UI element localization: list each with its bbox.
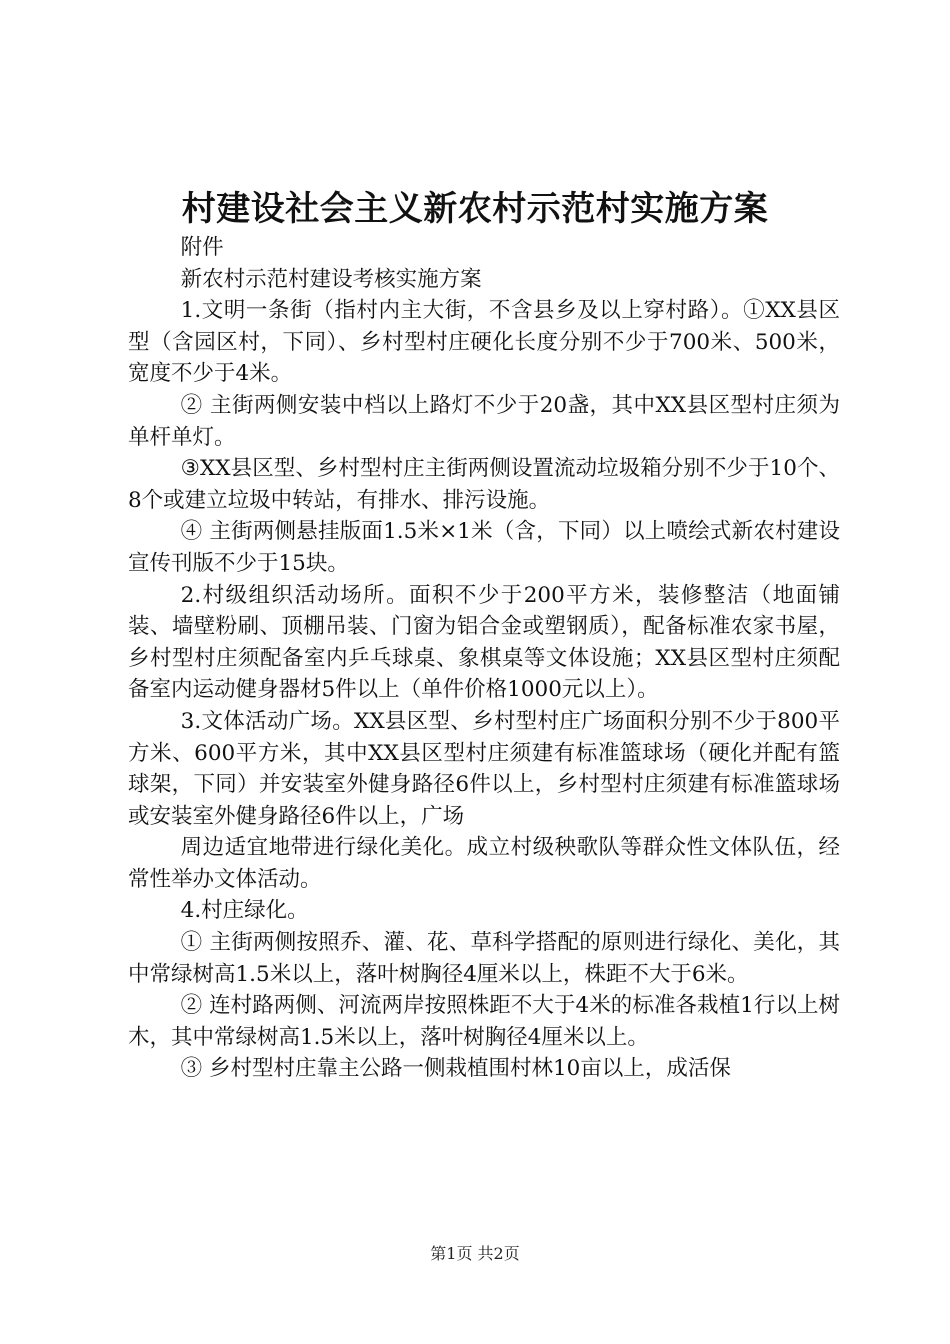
paragraph-item-2: 2.村级组织活动场所。面积不少于200平方米，装修整洁（地面铺装、墙壁粉刷、顶棚吊装、门窗为铝合金或塑钢质），配备标准农家书屋，乡村型村庄须配备室内乒乓球桌、象棋桌等文体设施；XX县区型村庄须配备室内运动健身器材5件以上（单件价格1000元以上）。 [128, 582, 840, 703]
paragraph-item-3: 3.文体活动广场。XX县区型、乡村型村庄广场面积分别不少于800平方米、600平方米，其中XX县区型村庄须建有标准篮球场（硬化并配有篮球架，下同）并安装室外健身路径6件以上，乡村型村庄须建有标准篮球场或安装室外健身路径6件以上，广场 [128, 708, 840, 829]
paragraph-item-1-3: ③XX县区型、乡村型村庄主街两侧设置流动垃圾箱分别不少于10个、8个或建立垃圾中转站，有排水、排污设施。 [128, 456, 840, 513]
page-footer: 第1页 共2页 [430, 1244, 520, 1263]
paragraph-item-1-4: ④ 主街两侧悬挂版面1.5米×1米（含，下同）以上喷绘式新农村建设宣传刊版不少于15块。 [128, 519, 840, 576]
paragraph-subtitle: 新农村示范村建设考核实施方案 [180, 266, 482, 292]
paragraph-item-4-3: ③ 乡村型村庄靠主公路一侧栽植围村林10亩以上，成活保 [180, 1056, 731, 1082]
paragraph-item-1-2: ② 主街两侧安装中档以上路灯不少于20盏，其中XX县区型村庄须为单杆单灯。 [128, 392, 840, 450]
paragraph-attachment-label: 附件 [180, 235, 224, 260]
paragraph-item-4: 4.村庄绿化。 [180, 898, 309, 924]
paragraph-item-4-2: ② 连村路两侧、河流两岸按照株距不大于4米的标准各栽植1行以上树木，其中常绿树高1.5米以上，落叶树胸径4厘米以上。 [128, 993, 840, 1050]
paragraph-item-4-1: ① 主街两侧按照乔、灌、花、草科学搭配的原则进行绿化、美化，其中常绿树高1.5米以上，落叶树胸径4厘米以上，株距不大于6米。 [128, 930, 840, 987]
document-title: 村建设社会主义新农村示范村实施方案 [181, 189, 769, 229]
paragraph-item-3-cont: 周边适宜地带进行绿化美化。成立村级秧歌队等群众性文体队伍，经常性举办文体活动。 [128, 835, 840, 892]
document-body [128, 232, 840, 1085]
paragraph-item-1: 1.文明一条街（指村内主大街，不含县乡及以上穿村路）。①XX县区型（含园区村，下同）、乡村型村庄硬化长度分别不少于700米、500米，宽度不少于4米。 [128, 298, 840, 387]
